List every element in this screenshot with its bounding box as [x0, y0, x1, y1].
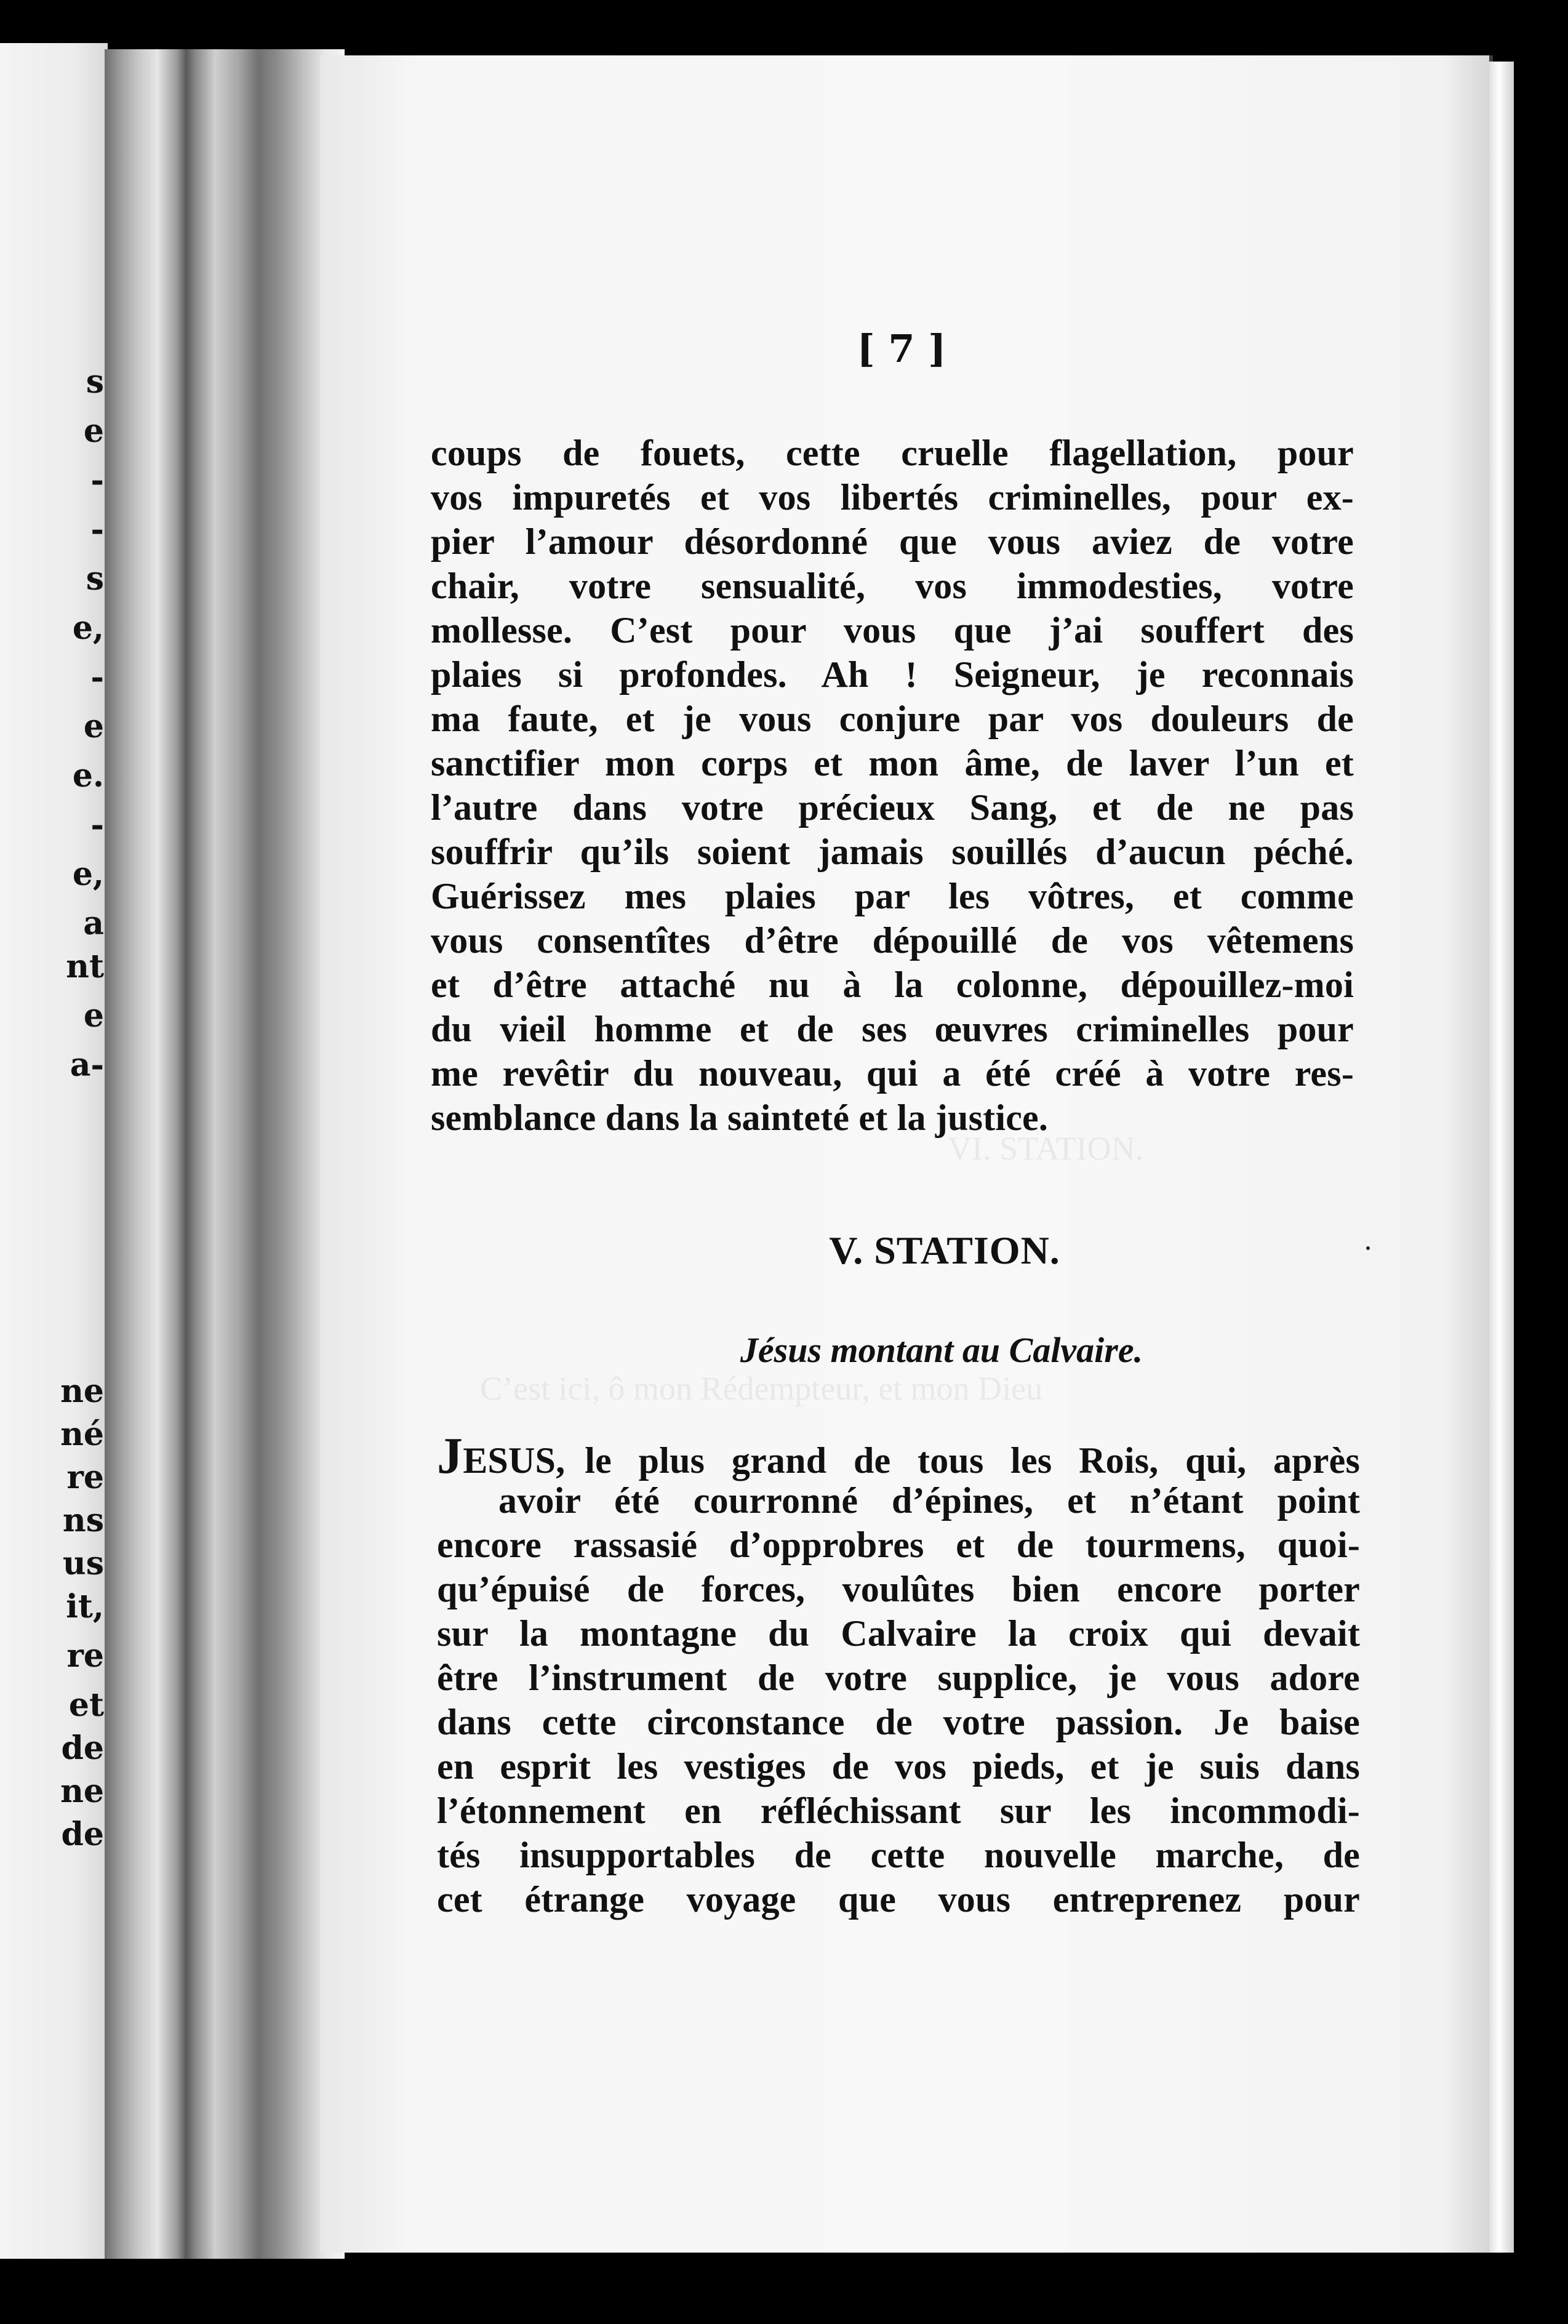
left-page-fragment-text: - [90, 462, 104, 499]
left-page-fragment-text: re [66, 1459, 104, 1496]
show-through-text: VI. STATION. [948, 1130, 1144, 1167]
scan-speck [1366, 1246, 1370, 1250]
left-page-fragment-text: - [90, 659, 104, 696]
left-page-fragment-text: de [61, 1816, 104, 1853]
station-heading [320, 1228, 1489, 1273]
left-page-fragment-text: a- [70, 1046, 104, 1084]
left-page-fragment-text: - [90, 806, 104, 844]
text-line: vos impuretés et vos libertés criminelles, pour ex- [431, 477, 1354, 518]
left-page-fragment-text: us [62, 1545, 104, 1582]
opening-word [437, 1427, 566, 1485]
text-line: avoir été courronné d’épines, et n’étant point [498, 1480, 1360, 1521]
left-page-fragment-text: et [68, 1686, 104, 1724]
text-line: cet étrange voyage que vous entreprenez pour [437, 1879, 1360, 1920]
left-page-fragment-text: de [61, 1729, 104, 1767]
text-line: chair, votre sensualité, vos immodesties, votre [431, 566, 1354, 606]
left-page-fragment-text: e. [72, 757, 104, 795]
text-line: me revêtir du nouveau, qui a été créé à votre res- [431, 1053, 1354, 1094]
text-line: être l’instrument de votre supplice, je vous adore [437, 1657, 1360, 1698]
text-line: sanctifier mon corps et mon âme, de laver l’un et [431, 743, 1354, 783]
left-page-fragment-text: nt [66, 948, 104, 985]
station-subtitle-text: Jésus montant au Calvaire. [740, 1330, 1143, 1370]
left-page-fragment-text: né [60, 1416, 104, 1453]
left-page-fragment-text: e [83, 412, 104, 450]
left-page-fragment-text: ns [62, 1502, 104, 1539]
left-page-fragment-text: e, [72, 855, 104, 893]
left-page-fragment-text: e [83, 708, 104, 745]
text-line: sur la montagne du Calvaire la croix qui devait [437, 1613, 1360, 1654]
text-line: semblance dans la sainteté et la justice. [431, 1097, 1049, 1138]
text-line: l’étonnement en réfléchissant sur les incommodi- [437, 1790, 1360, 1831]
opening-small-caps: ESUS, [463, 1440, 566, 1481]
left-page-fragment-text: ne [60, 1372, 104, 1410]
text-line: souffrir qu’ils soient jamais souillés d’aucun péché. [431, 831, 1354, 872]
left-page-fragment-text: ne [60, 1773, 104, 1810]
text-line: plaies si profondes. Ah ! Seigneur, je reconnais [431, 654, 1354, 695]
book-page [320, 55, 1493, 2253]
page-number [320, 326, 1489, 371]
text-line: l’autre dans votre précieux Sang, et de ne pas [431, 787, 1354, 828]
left-page-fragment-text: s [86, 560, 104, 598]
station-heading-text: V. STATION. [829, 1228, 1060, 1272]
left-page-fragment-text: e, [72, 609, 104, 647]
text-line: Guérissez mes plaies par les vôtres, et comme [431, 876, 1354, 916]
text-line: du vieil homme et de ses œuvres criminelles pour [431, 1009, 1354, 1049]
binding-gutter-shadow [105, 49, 345, 2259]
paragraph-calvary [437, 1427, 1360, 1921]
page-number-text: [ 7 ] [857, 326, 946, 371]
left-page-fragment-text: s [86, 363, 104, 401]
text-line: dans cette circonstance de votre passion. Je baise [437, 1702, 1360, 1742]
text-line: coups de fouets, cette cruelle flagellation, pour [431, 433, 1354, 473]
station-subtitle [320, 1329, 1489, 1371]
left-page-fragment-text: a [83, 905, 104, 942]
text-line: mollesse. C’est pour vous que j’ai souffert des [431, 610, 1354, 651]
left-page-fragment-text: it, [66, 1588, 104, 1625]
paragraph-flagellation [431, 431, 1354, 1140]
text-line: et d’être attaché nu à la colonne, dépouillez-moi [431, 964, 1354, 1005]
show-through-text: C’est ici, ô mon Rédempteur, et mon Dieu [480, 1370, 1043, 1407]
text-line: tés insupportables de cette nouvelle marche, de [437, 1835, 1360, 1875]
text-line: qu’épuisé de forces, voulûtes bien encore porter [437, 1569, 1360, 1609]
drop-cap: J [437, 1427, 463, 1485]
left-page-fragment-text: re [66, 1637, 104, 1675]
text-line: pier l’amour désordonné que vous aviez de votre [431, 521, 1354, 562]
text-line-opening [437, 1427, 1360, 1485]
page-edge [1489, 62, 1514, 2253]
text-line: ma faute, et je vous conjure par vos douleurs de [431, 699, 1354, 739]
left-page-fragment-text: - [90, 511, 104, 548]
left-page-fragment-text: e [83, 997, 104, 1035]
text-line: encore rassasié d’opprobres et de tourmens, quoi- [437, 1525, 1360, 1565]
text-line: en esprit les vestiges de vos pieds, et je suis dans [437, 1746, 1360, 1787]
text-line: vous consentîtes d’être dépouillé de vos vêtemens [431, 920, 1354, 961]
opening-line-rest: le plus grand de tous les Rois, qui, après [585, 1440, 1360, 1481]
left-page-fragment [0, 43, 108, 2259]
